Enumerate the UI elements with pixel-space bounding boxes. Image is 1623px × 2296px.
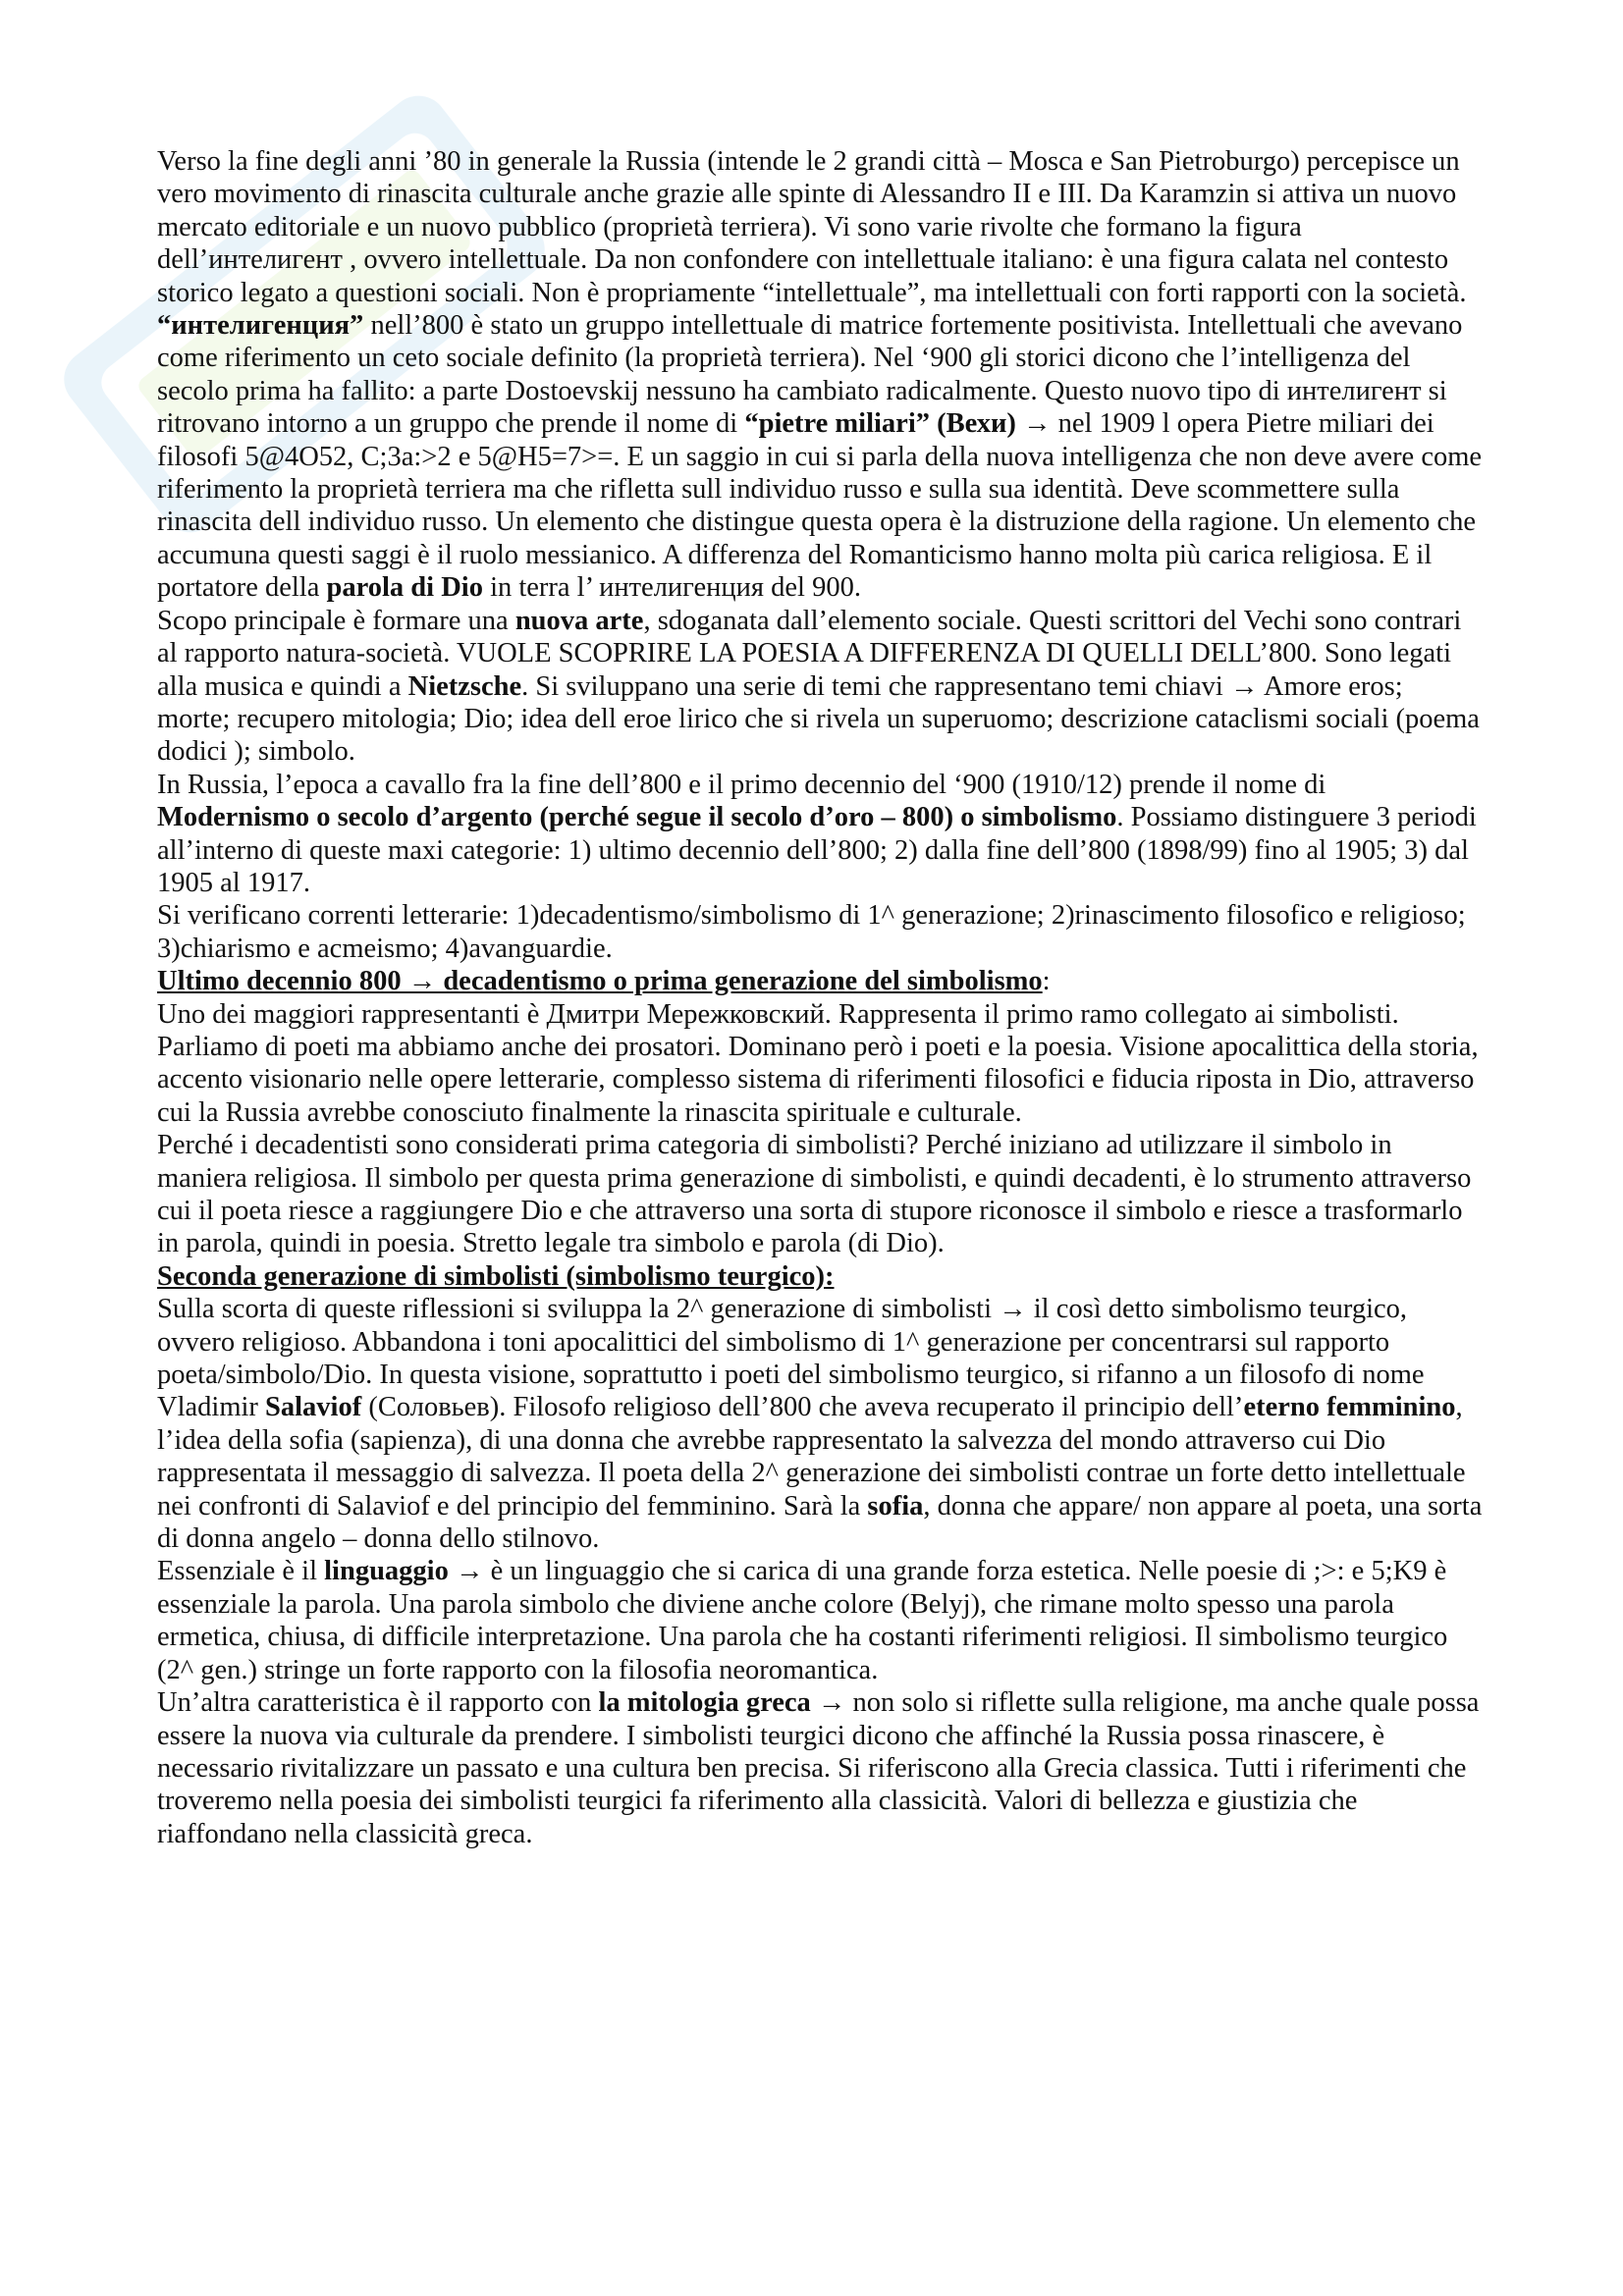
bold-text: nuova arte xyxy=(514,605,644,636)
paragraph xyxy=(157,899,1483,965)
paragraph xyxy=(157,1555,1483,1686)
paragraph xyxy=(157,605,1483,769)
paragraph xyxy=(157,1293,1483,1555)
section-heading: Seconda generazione di simbolisti (simbolismo teurgico): xyxy=(157,1260,835,1292)
bold-text: “интелигенция” xyxy=(157,310,364,342)
paragraph xyxy=(157,769,1483,900)
text-run: → è un linguaggio che si carica di una grande forza estetica. Nelle poesie di ;>: e 5;K9 è essenziale la parola. Una parola simbolo che diviene anche colore (Belyj), che rimane molto spesso una parola ermetica, chiusa, di difficile interpretazione. Una parola che ha costanti riferimenti religiosi. Il simbolismo teurgico (2^ gen.) stringe un forte rapporto con la filosofia neoromantica. xyxy=(157,1556,1448,1685)
text-run: Scopo principale è formare una xyxy=(157,605,515,636)
text-run: Perché i decadentisti sono considerati prima categoria di simbolisti? Perché iniziano ad utilizzare il simbolo in maniera religiosa. Il simbolo per questa prima generazione di simbolisti, e quindi decadenti, è lo strumento attraverso cui il poeta riesce a raggiungere Dio e che attraverso una sorta di stupore riconosce il simbolo e riesce a trasformarlo in parola, quindi in poesia. Stretto legale tra simbolo e parola (di Dio). xyxy=(157,1130,1472,1259)
text-run: , l’idea della sofia (sapienza), di una donna che avrebbe rappresentato la salvezza del mondo attraverso cui Dio rappresentata il messaggio di salvezza. Il poeta della 2^ generazione dei simbolisti contrae un forte detto intellettuale nei confronti di Salaviof e del principio del femminino. Sarà la xyxy=(157,1392,1466,1522)
text-run: Verso la fine degli anni ’80 in generale la Russia (intende le 2 grandi città – Mosca e San Pietroburgo) percepisce un vero movimento di rinascita culturale anche grazie alle spinte di Alessandro II e III. Da Karamzin si attiva un nuovo mercato editoriale e un nuovo pubblico (proprietà terriera). Vi sono varie rivolte che formano la figura dell’интелигент , ovvero intellettuale. Da non confondere con intellettuale italiano: è una figura calata nel contesto storico legato a questioni sociali. Non è propriamente “intellettuale”, ma intellettuali con forti rapporti con la società. xyxy=(157,146,1467,308)
paragraph xyxy=(157,1129,1483,1260)
bold-text: Modernismo o secolo d’argento (perché segue il secolo d’oro – 800) o simbolismo xyxy=(157,802,1117,833)
bold-text: Salaviof xyxy=(265,1392,362,1423)
bold-text: la mitologia greca xyxy=(598,1687,811,1719)
text-run: . Si sviluppano una serie di temi che rappresentano temi chiavi → Amore eros; morte; recupero mitologia; Dio; idea dell eroe lirico che si rivela un superuomo; descrizione cataclismi sociali (poema dodici ); simbolo. xyxy=(157,670,1480,768)
bold-text: Nietzsche xyxy=(407,670,522,702)
bold-text: linguaggio xyxy=(324,1556,449,1587)
text-run: Un’altra caratteristica è il rapporto con xyxy=(157,1687,599,1719)
paragraph xyxy=(157,965,1483,997)
text-run: . Possiamo distinguere 3 periodi all’interno di queste maxi categorie: 1) ultimo decennio dell’800; 2) dalla fine dell’800 (1898/99) fino al 1905; 3) dal 1905 al 1917. xyxy=(157,802,1477,898)
text-run: , sdoganata dall’elemento sociale. Questi scrittori del Vechi sono contrari al rapporto natura-società. VUOLE SCOPRIRE LA POESIA A DIFFERENZA DI QUELLI DELL’800. Sono legati alla musica e quindi a xyxy=(157,605,1462,702)
paragraph xyxy=(157,1686,1483,1850)
section-heading: Ultimo decennio 800 → decadentismo o prima generazione del simbolismo xyxy=(157,966,1043,997)
paragraph xyxy=(157,998,1483,1130)
text-run: , donna che appare/ non appare al poeta, una sorta di donna angelo – donna dello stilnovo. xyxy=(157,1490,1483,1555)
document-page xyxy=(157,145,1483,1850)
text-run: → nel 1909 l opera Pietre miliari dei filosofi 5@4O52, C;3a:>2 e 5@H5=7>=. E un saggio in cui si parla della nuova intelligenza che non deve avere come riferimento la proprietà terriera ma che rifletta sull individuo russo e sulla sua identità. Deve scommettere sulla rinascita dell individuo russo. Un elemento che distingue questa opera è la distruzione della ragione. Un elemento che accumuna questi saggi è il ruolo messianico. A differenza del Romanticismo hanno molta più carica religiosa. E il portatore della xyxy=(157,408,1483,604)
text-run: in terra l’ интелигенция del 900. xyxy=(482,572,861,604)
text-run: In Russia, l’epoca a cavallo fra la fine dell’800 e il primo decennio del ‘900 (1910/12) prende il nome di xyxy=(157,769,1326,800)
bold-text: eterno femminino xyxy=(1243,1392,1456,1423)
bold-text: parola di Dio xyxy=(326,572,483,604)
text-run: → non solo si riflette sulla religione, ma anche quale possa essere la nuova via culturale da prendere. I simbolisti teurgici dicono che affinché la Russia possa rinascere, è necessario rivitalizzare un passato e una cultura ben precisa. Si riferiscono alla Grecia classica. Tutti i riferimenti che troveremo nella poesia dei simbolisti teurgici fa riferimento alla classicità. Valori di bellezza e giustizia che riaffondano nella classicità greca. xyxy=(157,1687,1480,1849)
text-run: Sulla scorta di queste riflessioni si sviluppa la 2^ generazione di simbolisti → il così detto simbolismo teurgico, ovvero religioso. Abbandona i toni apocalittici del simbolismo di 1^ generazione per concentrarsi sul rapporto poeta/simbolo/Dio. In questa visione, soprattutto i poeti del simbolismo teurgico, si rifanno a un filosofo di nome Vladimir xyxy=(157,1294,1425,1423)
text-run: : xyxy=(1042,966,1051,997)
text-run: Essenziale è il xyxy=(157,1556,325,1587)
paragraph xyxy=(157,145,1483,309)
paragraph xyxy=(157,309,1483,605)
paragraph xyxy=(157,1260,1483,1293)
bold-text: “pietre miliari” (Вехи) xyxy=(744,408,1016,440)
text-run: (Соловьев). Filosofo religioso dell’800 che aveva recuperato il principio dell’ xyxy=(361,1392,1244,1423)
text-run: Si verificano correnti letterarie: 1)decadentismo/simbolismo di 1^ generazione; 2)rinascimento filosofico e religioso; 3)chiarismo e acmeismo; 4)avanguardie. xyxy=(157,900,1466,964)
text-run: nell’800 è stato un gruppo intellettuale di matrice fortemente positivista. Intellettuali che avevano come riferimento un ceto sociale definito (la proprietà terriera). Nel ‘900 gli storici dicono che l’intelligenza del secolo prima ha fallito: a parte Dostoevskij nessuno ha cambiato radicalmente. Questo nuovo tipo di интелигент si ritrovano intorno a un gruppo che prende il nome di xyxy=(157,310,1463,440)
bold-text: sofia xyxy=(867,1490,924,1522)
text-run: Uno dei maggiori rappresentanti è Дмитри Мережковский. Rappresenta il primo ramo collegato ai simbolisti. Parliamo di poeti ma abbiamo anche dei prosatori. Dominano però i poeti e la poesia. Visione apocalittica della storia, accento visionario nelle opere letterarie, complesso sistema di riferimenti filosofici e fiducia riposta in Dio, attraverso cui la Russia avrebbe conosciuto finalmente la rinascita spirituale e culturale. xyxy=(157,998,1479,1128)
